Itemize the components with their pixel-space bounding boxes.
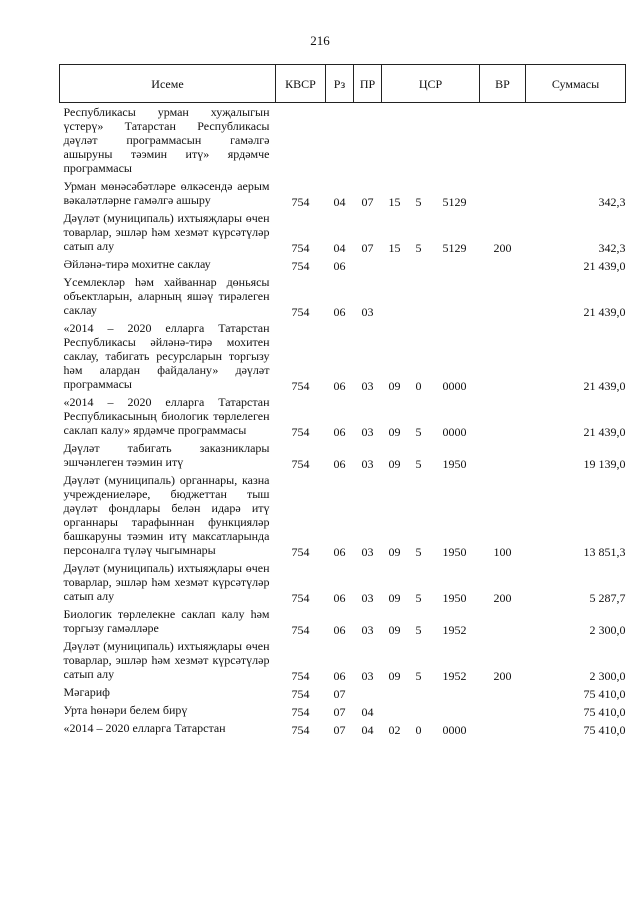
row-csr-program-cell: 09 <box>388 623 401 637</box>
row-pr-cell: 03 <box>361 379 374 393</box>
row-csr-direction-cell <box>430 103 480 178</box>
row-kvsr-cell <box>276 103 326 178</box>
row-sum-cell: 342,3 <box>598 241 626 255</box>
row-pr-cell: 04 <box>361 705 374 719</box>
row-kvsr-cell: 754 <box>291 723 310 737</box>
row-csr-direction-cell <box>430 273 480 319</box>
row-name-cell: «2014 – 2020 елларга Татарстан <box>63 721 226 735</box>
row-rz-cell: 04 <box>333 195 346 209</box>
row-sum-cell: 21 439,0 <box>583 379 626 393</box>
row-vr-cell: 200 <box>493 591 512 605</box>
row-rz-cell: 06 <box>333 425 346 439</box>
row-rz-cell: 06 <box>333 623 346 637</box>
row-sum-cell: 19 139,0 <box>583 457 626 471</box>
table-row <box>60 319 626 393</box>
row-rz-cell: 06 <box>333 457 346 471</box>
row-name-cell: Дәүләт (муниципаль) ихтыяҗлары өчен товарлар, эшләр һәм хезмәт күрсәтүләр сатып алу <box>63 639 270 681</box>
row-csr-subprogram-cell: 5 <box>415 591 422 605</box>
header-vr: ВР <box>480 65 526 103</box>
row-rz-cell: 07 <box>333 687 346 701</box>
row-sum-cell: 21 439,0 <box>583 425 626 439</box>
row-pr-cell <box>354 103 382 178</box>
row-name-cell: Республикасы урман хуҗалыгын үстерү» Татарстан Республикасы дәүләт программасын гамәлгә ашыруны тәэмин итү» ярдәмче программасы <box>63 105 270 175</box>
table-row <box>60 209 626 255</box>
row-rz-cell: 07 <box>333 705 346 719</box>
row-sum-cell: 21 439,0 <box>583 259 626 273</box>
row-vr-cell <box>480 439 526 471</box>
row-csr-direction-cell: 5129 <box>442 195 467 209</box>
row-kvsr-cell: 754 <box>291 623 310 637</box>
row-vr-cell <box>480 103 526 178</box>
row-csr-subprogram-cell: 5 <box>415 669 422 683</box>
table-row <box>60 103 626 178</box>
row-csr-program-cell <box>382 683 408 701</box>
row-rz-cell: 04 <box>333 241 346 255</box>
row-csr-direction-cell <box>430 255 480 273</box>
header-name: Исеме <box>60 65 276 103</box>
row-kvsr-cell: 754 <box>291 591 310 605</box>
table-row <box>60 719 626 737</box>
row-csr-direction-cell: 0000 <box>442 723 467 737</box>
row-name-cell: «2014 – 2020 елларга Татарстан Республикасы әйләнә-тирә мохитен саклау, табигать ресурсларын торгызу һәм алардан файдалану» дәүләт программасы <box>63 321 270 391</box>
row-csr-direction-cell <box>430 683 480 701</box>
row-kvsr-cell: 754 <box>291 669 310 683</box>
row-csr-direction-cell: 1952 <box>442 669 467 683</box>
row-sum-cell: 75 410,0 <box>583 705 626 719</box>
row-vr-cell: 100 <box>493 545 512 559</box>
row-name-cell: Дәүләт (муниципаль) органнары, казна учреждениеләре, бюджеттан тыш дәүләт фондлары белән идарә итү органнары тарафыннан функцияләр башкаруны тәэмин итү максатларында персоналга түләү чыгымнары <box>63 473 270 557</box>
row-csr-direction-cell: 1950 <box>442 591 467 605</box>
row-csr-direction-cell: 0000 <box>442 425 467 439</box>
row-sum-cell: 342,3 <box>598 195 626 209</box>
row-rz-cell: 06 <box>333 545 346 559</box>
row-kvsr-cell: 754 <box>291 705 310 719</box>
row-csr-subprogram-cell: 5 <box>415 623 422 637</box>
row-name-cell: Дәүләт табигать заказниклары эшчәнлеген тәэмин итү <box>63 441 270 469</box>
row-csr-program-cell: 15 <box>388 241 401 255</box>
table-row <box>60 471 626 559</box>
row-vr-cell: 200 <box>493 241 512 255</box>
row-vr-cell <box>480 605 526 637</box>
table-row <box>60 605 626 637</box>
row-vr-cell <box>480 319 526 393</box>
row-csr-direction-cell: 1950 <box>442 457 467 471</box>
row-csr-program-cell: 09 <box>388 545 401 559</box>
row-kvsr-cell: 754 <box>291 259 310 273</box>
row-vr-cell <box>480 393 526 439</box>
row-pr-cell: 07 <box>361 195 374 209</box>
row-csr-program-cell: 15 <box>388 195 401 209</box>
row-vr-cell <box>480 273 526 319</box>
row-kvsr-cell: 754 <box>291 457 310 471</box>
row-csr-direction-cell: 5129 <box>442 241 467 255</box>
row-pr-cell: 03 <box>361 425 374 439</box>
row-csr-subprogram-cell: 0 <box>415 723 422 737</box>
table-header-row <box>60 65 626 103</box>
row-csr-program-cell: 09 <box>388 669 401 683</box>
row-csr-subprogram-cell: 0 <box>415 379 422 393</box>
row-name-cell: Үсемлекләр һәм хайваннар дөньясы объектларын, аларның яшәү тирәлеген саклау <box>63 275 270 317</box>
row-name-cell: Биологик төрлелекне саклап калу һәм торгызу гамәлләре <box>63 607 270 635</box>
row-csr-program-cell <box>382 255 408 273</box>
row-vr-cell <box>480 683 526 701</box>
row-name-cell: Дәүләт (муниципаль) ихтыяҗлары өчен товарлар, эшләр һәм хезмәт күрсәтүләр сатып алу <box>63 561 270 603</box>
row-csr-subprogram-cell <box>408 683 430 701</box>
row-csr-program-cell <box>382 273 408 319</box>
table-row <box>60 393 626 439</box>
row-csr-direction-cell: 0000 <box>442 379 467 393</box>
row-kvsr-cell: 754 <box>291 425 310 439</box>
row-pr-cell: 03 <box>361 591 374 605</box>
row-csr-direction-cell: 1950 <box>442 545 467 559</box>
row-name-cell: Мәгариф <box>63 685 110 699</box>
row-csr-program-cell <box>382 103 408 178</box>
row-csr-direction-cell: 1952 <box>442 623 467 637</box>
row-csr-subprogram-cell: 5 <box>415 425 422 439</box>
row-rz-cell: 06 <box>333 259 346 273</box>
row-pr-cell <box>354 683 382 701</box>
row-vr-cell <box>480 719 526 737</box>
row-csr-subprogram-cell: 5 <box>415 195 422 209</box>
header-sum: Суммасы <box>526 65 626 103</box>
table-row <box>60 701 626 719</box>
row-rz-cell: 07 <box>333 723 346 737</box>
row-csr-subprogram-cell: 5 <box>415 457 422 471</box>
row-vr-cell <box>480 177 526 209</box>
row-csr-program-cell: 09 <box>388 425 401 439</box>
row-pr-cell: 04 <box>361 723 374 737</box>
row-rz-cell: 06 <box>333 305 346 319</box>
row-csr-program-cell: 09 <box>388 457 401 471</box>
row-csr-direction-cell <box>430 701 480 719</box>
row-csr-program-cell: 09 <box>388 591 401 605</box>
row-rz-cell <box>326 103 354 178</box>
row-pr-cell <box>354 255 382 273</box>
row-kvsr-cell: 754 <box>291 379 310 393</box>
row-csr-subprogram-cell: 5 <box>415 241 422 255</box>
row-rz-cell: 06 <box>333 379 346 393</box>
table-body <box>60 103 626 738</box>
table-row <box>60 439 626 471</box>
row-csr-subprogram-cell: 5 <box>415 545 422 559</box>
row-sum-cell: 2 300,0 <box>589 669 626 683</box>
table-row <box>60 637 626 683</box>
row-csr-program-cell <box>382 701 408 719</box>
table-row <box>60 177 626 209</box>
table-row <box>60 683 626 701</box>
row-kvsr-cell: 754 <box>291 687 310 701</box>
table-row <box>60 255 626 273</box>
table-row <box>60 273 626 319</box>
row-sum-cell: 5 287,7 <box>589 591 626 605</box>
page-number: 216 <box>310 33 330 48</box>
row-rz-cell: 06 <box>333 669 346 683</box>
row-name-cell: Дәүләт (муниципаль) ихтыяҗлары өчен товарлар, эшләр һәм хезмәт күрсәтүләр сатып алу <box>63 211 270 253</box>
header-csr: ЦСР <box>382 65 480 103</box>
row-sum-cell: 21 439,0 <box>583 305 626 319</box>
row-pr-cell: 07 <box>361 241 374 255</box>
row-sum-cell: 2 300,0 <box>589 623 626 637</box>
row-name-cell: Урман мөнәсәбәтләре өлкәсендә аерым вәкаләтләрне гамәлгә ашыру <box>63 179 270 207</box>
row-name-cell: «2014 – 2020 елларга Татарстан Республикасының биологик төрлелеген саклап калу» ярдәмче программасы <box>63 395 270 437</box>
row-vr-cell <box>480 255 526 273</box>
row-sum-cell <box>526 103 626 178</box>
row-csr-subprogram-cell <box>408 103 430 178</box>
row-csr-program-cell: 02 <box>388 723 401 737</box>
row-sum-cell: 13 851,3 <box>583 545 626 559</box>
row-pr-cell: 03 <box>361 545 374 559</box>
row-kvsr-cell: 754 <box>291 241 310 255</box>
header-rz: Рз <box>326 65 354 103</box>
row-csr-subprogram-cell <box>408 255 430 273</box>
row-pr-cell: 03 <box>361 457 374 471</box>
row-kvsr-cell: 754 <box>291 305 310 319</box>
header-kvsr: КВСР <box>276 65 326 103</box>
row-csr-subprogram-cell <box>408 701 430 719</box>
table-row <box>60 559 626 605</box>
row-csr-program-cell: 09 <box>388 379 401 393</box>
row-pr-cell: 03 <box>361 623 374 637</box>
row-name-cell: Әйләнә-тирә мохитне саклау <box>63 257 211 271</box>
row-vr-cell: 200 <box>493 669 512 683</box>
row-sum-cell: 75 410,0 <box>583 723 626 737</box>
row-pr-cell: 03 <box>361 669 374 683</box>
row-pr-cell: 03 <box>361 305 374 319</box>
row-kvsr-cell: 754 <box>291 195 310 209</box>
row-vr-cell <box>480 701 526 719</box>
row-rz-cell: 06 <box>333 591 346 605</box>
budget-table <box>59 64 626 737</box>
header-pr: ПР <box>354 65 382 103</box>
row-name-cell: Урта һөнәри белем бирү <box>63 703 188 717</box>
row-sum-cell: 75 410,0 <box>583 687 626 701</box>
row-csr-subprogram-cell <box>408 273 430 319</box>
row-kvsr-cell: 754 <box>291 545 310 559</box>
